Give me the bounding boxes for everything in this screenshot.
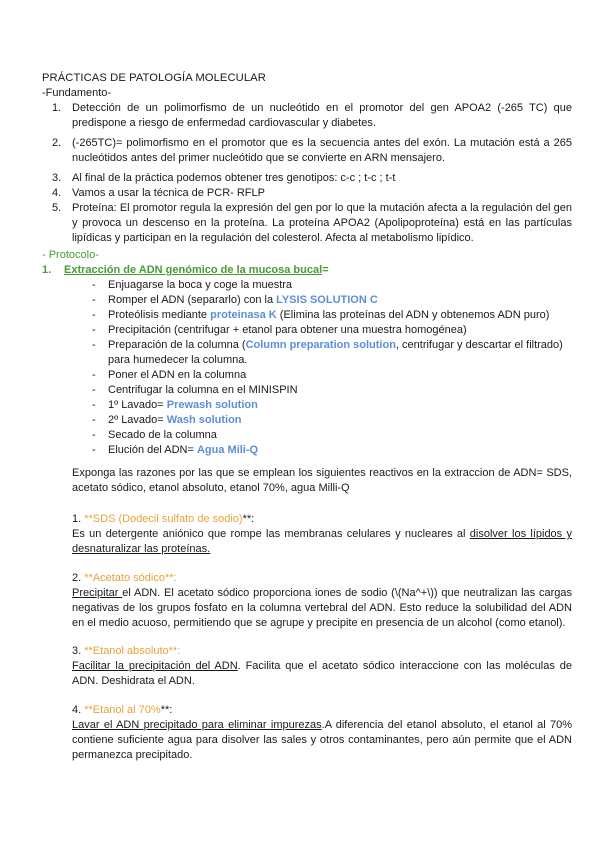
dash-bullet: - — [92, 309, 96, 321]
step-text-tail: (Elimina las proteínas del ADN y obtenemos ADN puro) — [276, 309, 550, 321]
protocol-steps-list — [92, 278, 572, 458]
list-item — [92, 338, 572, 368]
dash-bullet: - — [92, 369, 96, 381]
list-number: 2. — [52, 137, 62, 149]
list-item — [92, 323, 572, 338]
list-item — [42, 201, 572, 246]
body-underlined: disolver los lípidos y desnaturalizar las proteínas. — [72, 528, 572, 555]
step-text: Centrifugar la columna en el MINISPIN — [108, 384, 298, 396]
step-text-tail: , centrifugar y descartar el filtrado) para humedecer la columna. — [108, 339, 563, 366]
step-text: Romper el ADN (separarlo) con la — [108, 294, 277, 306]
list-item — [42, 101, 572, 131]
section-body — [72, 718, 572, 763]
body-text: Es un detergente aniónico que rompe las membranas celulares y nucleares al — [72, 528, 470, 540]
step-text: Poner el ADN en la columna — [108, 369, 247, 381]
section-title-tail: **: — [160, 704, 173, 716]
list-item — [92, 398, 572, 413]
step-text: Preparación de la columna ( — [108, 339, 246, 351]
list-item-text: (-265TC)= polimorfismo en el promotor que es la secuencia antes del exón. La mutación está a 265 nucleótidos antes del primer nucleótido que se convierte en ARN mensajero. — [72, 137, 572, 164]
dash-bullet: - — [92, 414, 96, 426]
fundamento-heading: -Fundamento- — [42, 87, 112, 99]
dash-bullet: - — [92, 294, 96, 306]
list-item — [42, 171, 572, 186]
list-item — [92, 413, 572, 428]
step-suffix: = — [322, 264, 329, 276]
dash-bullet: - — [92, 444, 96, 456]
body-text: .A diferencia del etanol absoluto, el etanol al 70% contiene suficiente agua para disolver las sales y otros contaminantes, pero aún permite que el ADN permanezca precipitado. — [72, 719, 572, 761]
list-item — [92, 383, 572, 398]
list-item — [92, 293, 572, 308]
step-title: Extracción de ADN genómico de la mucosa bucal — [64, 264, 323, 276]
list-item — [42, 186, 572, 201]
list-item — [92, 428, 572, 443]
dash-bullet: - — [92, 384, 96, 396]
section-heading — [72, 571, 572, 586]
list-number: 3. — [52, 172, 62, 184]
list-number: 5. — [52, 202, 62, 214]
list-item-text: Proteína: El promotor regula la expresión del gen por lo que la mutación afecta a la regulación del gen y provoca un descenso en la proteína. La proteína APOA2 (Apolipoproteína) está en las partículas lipídicas y participan en la regulación del colesterol. Afecta al metabolismo lipídico. — [72, 202, 572, 244]
section-title: **Acetato sódico**: — [84, 572, 177, 584]
section-heading — [72, 512, 572, 527]
section-sds — [72, 512, 572, 557]
step-text: Elución del ADN= — [108, 444, 197, 456]
step-1-heading — [42, 263, 329, 278]
section-title: **SDS (Dodecil sulfato de sodio) — [84, 513, 243, 525]
dash-bullet: - — [92, 339, 96, 351]
section-acetato — [72, 571, 572, 631]
body-underlined: Precipitar — [72, 587, 123, 599]
step-text: 1º Lavado= — [108, 399, 167, 411]
list-number: 4. — [52, 187, 62, 199]
reagent-highlight: Wash solution — [166, 414, 242, 426]
section-body — [72, 659, 572, 689]
section-heading — [72, 703, 572, 718]
reagent-highlight: Prewash solution — [166, 399, 258, 411]
reagent-highlight: proteinasa K — [210, 309, 277, 321]
body-text: . Facilita que el acetato sódico interaccione con las moléculas de ADN. Deshidrata el ADN. — [72, 660, 572, 687]
list-item — [92, 443, 572, 458]
step-text: Enjuagarse la boca y coge la muestra — [108, 279, 293, 291]
section-heading — [72, 644, 572, 659]
section-number: 2. — [72, 572, 85, 584]
list-item — [92, 368, 572, 383]
section-number: 4. — [72, 704, 85, 716]
list-item-text: Al final de la práctica podemos obtener tres genotipos: c-c ; t-c ; t-t — [72, 172, 396, 184]
section-etanol-absoluto — [72, 644, 572, 689]
reagent-highlight: Agua Mili-Q — [196, 444, 259, 456]
step-number: 1. — [42, 264, 52, 276]
list-item-text: Detección de un polimorfismo de un nucleótido en el promotor del gen APOA2 (-265 TC) que predispone a riesgo de enfermedad cardiovascular y diabetes. — [72, 102, 572, 129]
step-text: Proteólisis mediante — [108, 309, 211, 321]
body-underlined: Lavar el ADN precipitado para eliminar impurezas — [72, 719, 322, 731]
list-number: 1. — [52, 102, 62, 114]
reagent-highlight: LYSIS SOLUTION C — [276, 294, 378, 306]
section-title-tail: **: — [242, 513, 255, 525]
step-text: Secado de la columna — [108, 429, 217, 441]
section-number: 3. — [72, 645, 85, 657]
dash-bullet: - — [92, 429, 96, 441]
list-item-text: Vamos a usar la técnica de PCR- RFLP — [72, 187, 265, 199]
section-title: **Etanol absoluto**: — [84, 645, 181, 657]
fundamento-list — [42, 101, 572, 246]
protocolo-heading: - Protocolo- — [42, 249, 99, 261]
dash-bullet: - — [92, 279, 96, 291]
section-title: **Etanol al 70% — [84, 704, 161, 716]
dash-bullet: - — [92, 399, 96, 411]
step-text: 2º Lavado= — [108, 414, 167, 426]
list-item — [42, 136, 572, 166]
body-text: el ADN. El acetato sódico proporciona iones de sodio (\(Na^+\)) que neutralizan las cargas negativas de los grupos fosfato en la columna vertebral del ADN. Esto reduce la solubilidad del ADN en el medio acuoso, permitiendo que se agrupe y precipite en presencia de un alcohol (como etanol). — [72, 587, 572, 629]
section-number: 1. — [72, 513, 85, 525]
dash-bullet: - — [92, 324, 96, 336]
body-underlined: Facilitar la precipitación del ADN — [72, 660, 238, 672]
question-paragraph: Exponga las razones por las que se emplean los siguientes reactivos en la extraccion de ADN= SDS, acetato sódico, etanol absoluto, etanol 70%, agua Milli-Q — [72, 467, 572, 494]
list-item — [92, 308, 572, 323]
section-body — [72, 586, 572, 631]
reagent-highlight: Column preparation solution — [245, 339, 396, 351]
page-title: PRÁCTICAS DE PATOLOGÍA MOLECULAR — [42, 72, 266, 84]
section-body — [72, 527, 572, 557]
list-item — [92, 278, 572, 293]
section-etanol-70 — [72, 703, 572, 763]
step-text: Precipitación (centrifugar + etanol para obtener una muestra homogénea) — [108, 324, 467, 336]
